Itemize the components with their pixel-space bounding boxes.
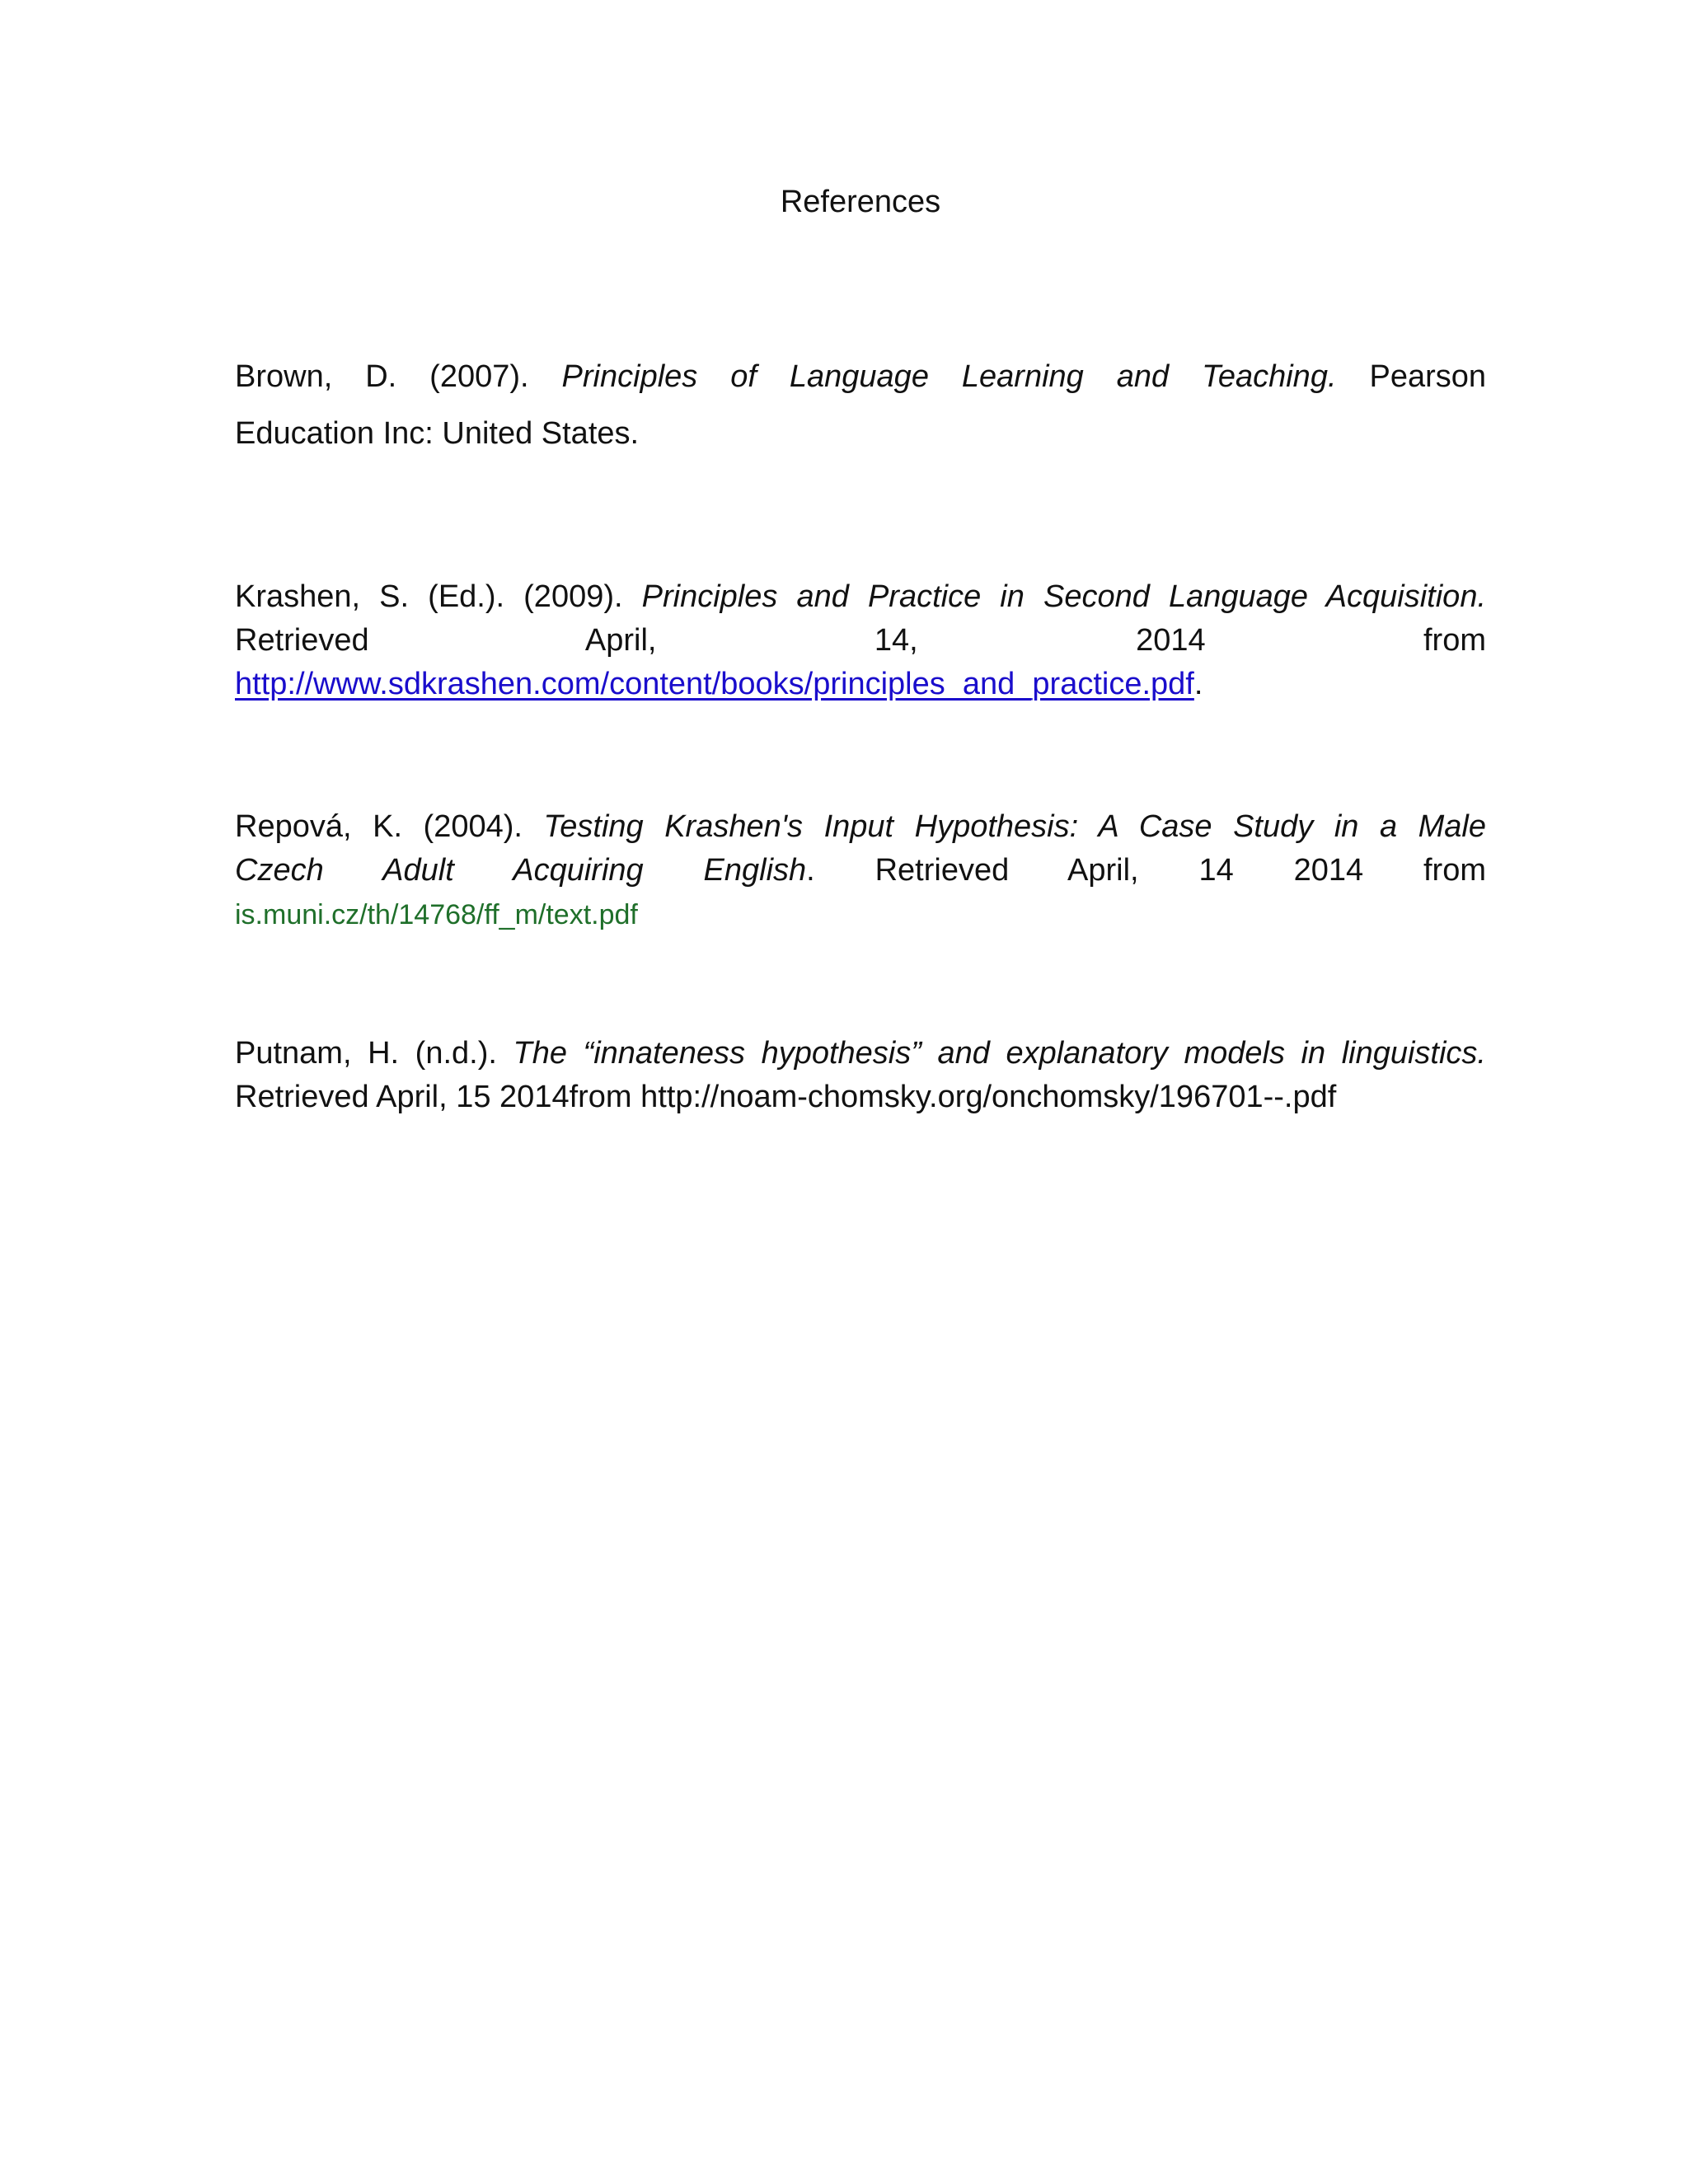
reference-brown — [235, 349, 1486, 462]
reference-krashen-line-3 — [235, 663, 1486, 706]
reference-repova-line-2 — [235, 849, 1486, 893]
reference-putnam — [235, 1032, 1486, 1119]
page-title: References — [780, 185, 941, 219]
reference-url-period: . — [1193, 667, 1203, 701]
reference-url-link[interactable]: http://www.sdkrashen.com/content/books/principles_and_practice.pdf — [235, 667, 1194, 701]
reference-brown-line-1 — [235, 349, 1486, 405]
reference-title-part-1: Testing Krashen's Input Hypothesis: A Case Study in a Male — [543, 809, 1487, 844]
reference-author-year: Putnam, H. (n.d.). — [235, 1036, 513, 1071]
reference-putnam-line-1 — [235, 1032, 1486, 1076]
reference-retrieved: Retrieved April, 14, 2014 from — [235, 623, 1486, 658]
reference-author-year: Brown, D. (2007). — [235, 359, 562, 394]
reference-publisher: Pearson — [1336, 359, 1487, 394]
reference-repova-line-1 — [235, 805, 1486, 849]
reference-url-link[interactable]: is.muni.cz/th/14768/ff_m/text.pdf — [235, 899, 638, 930]
reference-retrieved: . Retrieved April, 14 2014 from — [806, 853, 1486, 888]
reference-retrieved: Retrieved April, 15 2014from http://noam-chomsky.org/onchomsky/196701--.pdf — [235, 1080, 1337, 1114]
reference-krashen-line-1 — [235, 575, 1486, 619]
reference-repova-line-3 — [235, 893, 1486, 937]
reference-author-year: Krashen, S. (Ed.). (2009). — [235, 579, 642, 614]
reference-repova — [235, 805, 1486, 937]
reference-title: Principles and Practice in Second Language Acquisition. — [641, 579, 1487, 614]
reference-title-part-2: Czech Adult Acquiring English — [235, 853, 807, 888]
reference-brown-line-2: Education Inc: United States. — [235, 416, 640, 451]
reference-title: The “innateness hypothesis” and explanatory models in linguistics. — [513, 1036, 1486, 1071]
reference-title: Principles of Language Learning and Teaching. — [561, 359, 1337, 394]
reference-author-year: Repová, K. (2004). — [235, 809, 544, 844]
reference-krashen — [235, 575, 1486, 706]
